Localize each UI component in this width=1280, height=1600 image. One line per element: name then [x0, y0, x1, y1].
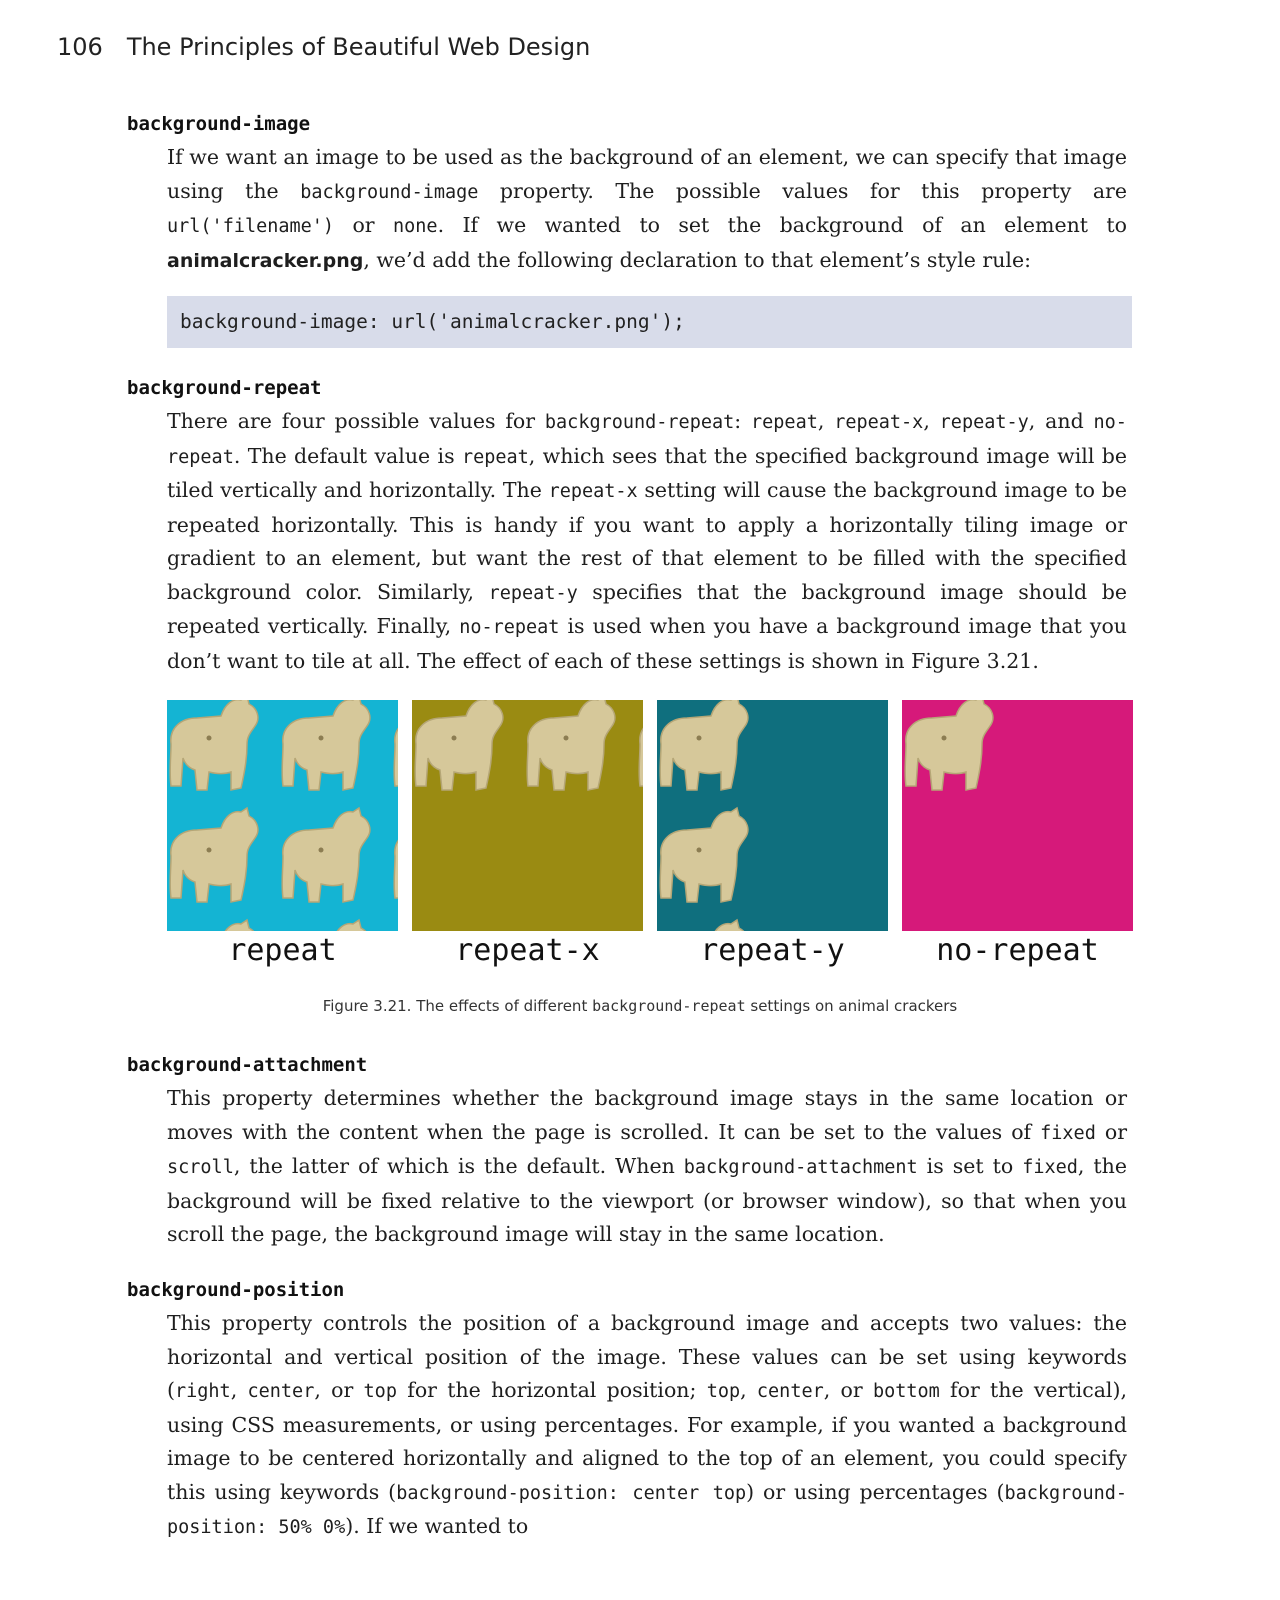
animal-cracker-icon: [905, 700, 993, 790]
code-block: background-image: url('animalcracker.png');: [167, 296, 1132, 348]
animal-cracker-icon: [394, 808, 398, 902]
panel-label: no-repeat: [936, 933, 1099, 968]
animal-cracker-icon: [170, 808, 258, 902]
figure-3-21: [167, 700, 1133, 968]
panel-artwork: [412, 700, 643, 931]
animal-cracker-icon: [394, 920, 398, 931]
section-background-repeat: [127, 375, 1127, 678]
panel-label: repeat: [228, 933, 337, 968]
animal-cracker-icon: [639, 700, 643, 790]
term-heading: background-repeat: [127, 377, 322, 399]
panel-repeat: [167, 700, 398, 931]
panel-label: repeat-y: [700, 933, 845, 968]
paragraph: This property determines whether the background image stays in the same location or moves with the content when the page is scrolled. It can be set to the values of fixed or scroll, the latter of which is the default. When background-attachment is set to fixed, the background will be fixed relative to the viewport (or browser window), so that when you scroll the page, the background image will stay in the same location.: [167, 1086, 1127, 1246]
term-heading: background-attachment: [127, 1054, 368, 1076]
paragraph: This property controls the position of a background image and accepts two values: the horizontal and vertical position of the image. These values can be set using keywords (right, center, or top for the horizontal position; top, center, or bottom for the vertical), using CSS measurements, or using percentages. For example, if you wanted a background image to be centered horizontally and aligned to the top of an element, you could specify this using keywords (background-position: center top) or using percentages (background-position: 50% 0%). If we wanted to: [167, 1311, 1128, 1538]
animal-cracker-icon: [660, 700, 748, 790]
animal-cracker-icon: [415, 700, 503, 790]
section-background-attachment: [127, 1052, 1127, 1252]
figure-caption: Figure 3.21. The effects of different background-repeat settings on animal crackers: [322, 997, 958, 1015]
section-background-position: [127, 1277, 1127, 1545]
panel-no-repeat: [902, 700, 1133, 931]
animal-cracker-icon: [170, 920, 258, 931]
animal-cracker-icon: [394, 700, 398, 790]
panel-repeat-y: [657, 700, 888, 931]
page-header: [57, 33, 590, 61]
animal-cracker-icon: [527, 700, 615, 790]
panel-label: repeat-x: [455, 933, 600, 968]
section-background-image: [127, 111, 1127, 278]
panel-artwork: [902, 700, 1133, 931]
animal-cracker-icon: [282, 920, 370, 931]
animal-cracker-icon: [282, 808, 370, 902]
paragraph: If we want an image to be used as the background of an element, we can specify that image using the background-image property. The possible values for this property are url('filename') or none. If we wanted to set the background of an element to animalcracker.png, we’d add the following declaration to that element’s style rule:: [167, 145, 1127, 272]
panel-repeat-x: [412, 700, 643, 931]
animal-cracker-icon: [660, 808, 748, 902]
panel-artwork: [657, 700, 888, 931]
term-heading: background-image: [127, 113, 311, 135]
animal-cracker-icon: [282, 700, 370, 790]
animal-cracker-icon: [660, 920, 748, 931]
panel-artwork: [167, 700, 398, 931]
book-title: The Principles of Beautiful Web Design: [126, 33, 591, 61]
animal-cracker-icon: [170, 700, 258, 790]
page-number: 106: [57, 33, 103, 61]
paragraph: There are four possible values for background-repeat: repeat, repeat-x, repeat-y, and no-repeat. The default value is repeat, which sees that the specified background image will be tiled vertically and horizontally. The repeat-x setting will cause the background image to be repeated horizontally. This is handy if you want to apply a horizontally tiling image or gradient to an element, but want the rest of that element to be filled with the specified background color. Similarly, repeat-y specifies that the background image should be repeated vertically. Finally, no-repeat is used when you have a background image that you don’t want to tile at all. The effect of each of these settings is shown in Figure 3.21.: [167, 409, 1127, 673]
term-heading: background-position: [127, 1279, 345, 1301]
